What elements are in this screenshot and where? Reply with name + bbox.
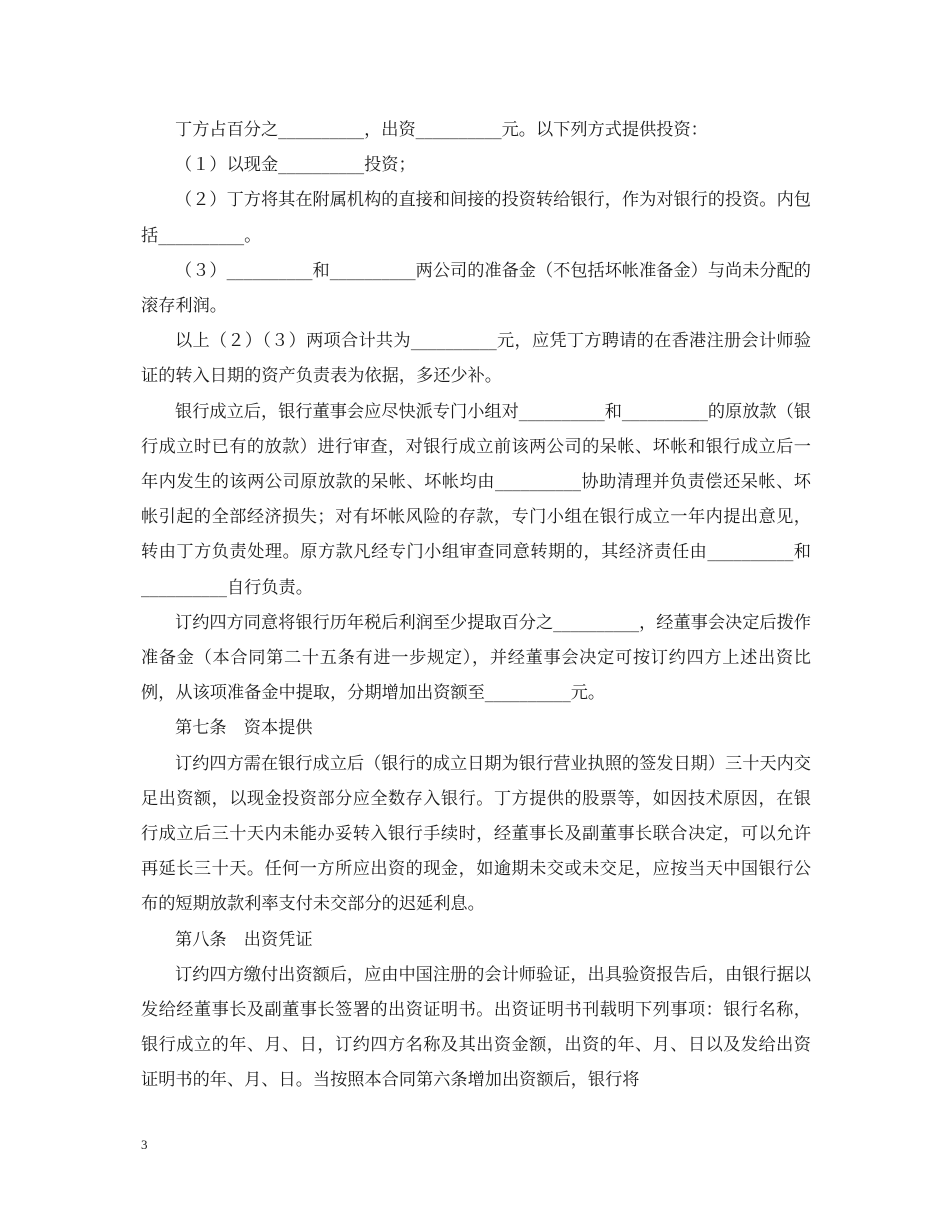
paragraph: 以上（２）（３）两项合计共为__________元，应凭丁方聘请的在香港注册会计师验证的转入日期的资产负责表为依据，多还少补。 [141, 331, 811, 387]
paragraph: （２）丁方将其在附属机构的直接和间接的投资转给银行，作为对银行的投资。内包括__________。 [141, 190, 811, 246]
paragraph: 丁方占百分之__________，出资__________元。以下列方式提供投资： [175, 120, 708, 140]
paragraph: （１）以现金__________投资； [175, 155, 416, 176]
document-body [141, 113, 811, 1099]
article-heading: 第八条 出资凭证 [175, 929, 313, 950]
paragraph: 订约四方缴付出资额后，应由中国注册的会计师验证，出具验资报告后，由银行据以发给经董事长及副董事长签署的出资证明书。出资证明书刊载明下列事项：银行名称，银行成立的年、月、日，订约四方名称及其出资金额，出资的年、月、日以及发给出资证明书的年、月、日。当按照本合同第六条增加出资额后，银行将 [141, 964, 811, 1091]
paragraph: 银行成立后，银行董事会应尽快派专门小组对__________和__________的原放款（银行成立时已有的放款）进行审查，对银行成立前该两公司的呆帐、坏帐和银行成立后一年内发生的该两公司原放款的呆帐、坏帐均由__________协助清理并负责偿还呆帐、坏帐引起的全部经济损失；对有坏帐风险的存款，专门小组在银行成立一年内提出意见，转由丁方负责处理。原方款凡经专门小组审查同意转期的，其经济责任由__________和__________自行负责。 [141, 401, 811, 598]
article-heading: 第七条 资本提供 [175, 718, 313, 739]
page-number: 3 [141, 1137, 148, 1152]
paragraph: 订约四方同意将银行历年税后利润至少提取百分之__________，经董事会决定后拨作准备金（本合同第二十五条有进一步规定），并经董事会决定可按订约四方上述出资比例，从该项准备金中提取，分期增加出资额至__________元。 [141, 612, 811, 704]
paragraph: （３）__________和__________两公司的准备金（不包括坏帐准备金）与尚未分配的滚存利润。 [141, 260, 811, 317]
paragraph: 订约四方需在银行成立后（银行的成立日期为银行营业执照的签发日期）三十天内交足出资额，以现金投资部分应全数存入银行。丁方提供的股票等，如因技术原因，在银行成立后三十天内未能办妥转入银行手续时，经董事长及副董事长联合决定，可以允许再延长三十天。任何一方所应出资的现金，如逾期未交或未交足，应按当天中国银行公布的短期放款利率支付未交部分的迟延利息。 [141, 753, 811, 915]
